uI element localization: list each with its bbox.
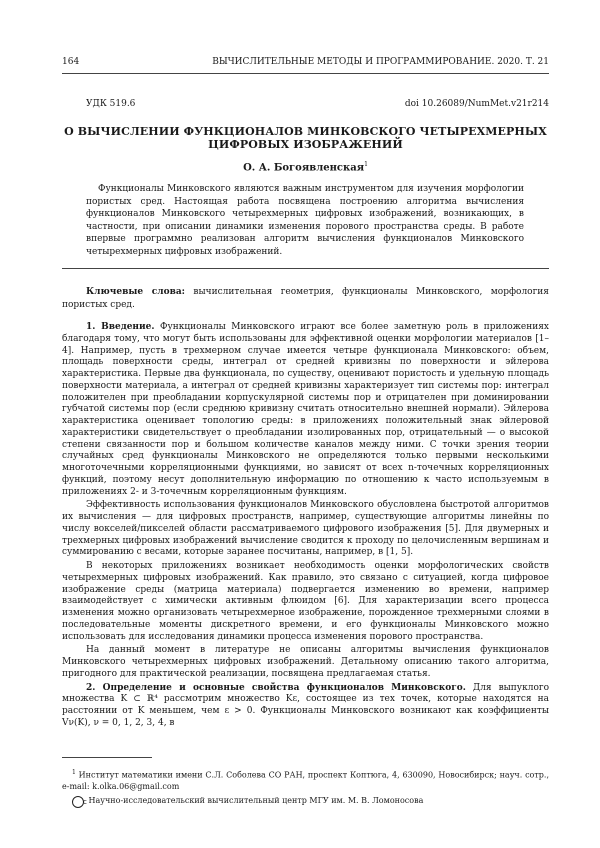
- author-name: О. А. Богоявленская: [243, 162, 365, 174]
- footnote-text: Институт математики имени С.Л. Соболева СО РАН, проспект Коптюга, 4, 630090, Новосибирск; науч. сотр., e-mail: k.olka.06@gmail.com: [62, 770, 549, 791]
- copyright-icon: c: [72, 796, 84, 808]
- abstract-divider: [62, 268, 549, 269]
- footnote-copyright: [62, 795, 549, 808]
- paragraph: В некоторых приложениях возникает необходимость оценки морфологических свойств четырехмерных цифровых изображений. Как правило, это связано с ситуацией, когда цифровое изображение среды (матрица материала) подвергается изменению во времени, например взаимодействует с химически активным флюидом [6]. Для характеризации всего процесса изменения можно организовать четырехмерное изображение, порожденное трехмерными слоями в последовательные моменты дискретного времени, и его функционалы Минковского можно использовать для исследования динамики процесса изменения порового пространства.: [62, 561, 549, 642]
- keywords-label: Ключевые слова:: [86, 287, 185, 297]
- paragraph-definitions: [62, 683, 549, 730]
- udc-code: УДК 519.6: [86, 99, 136, 109]
- author-footnote-mark: 1: [364, 161, 368, 168]
- paragraph: На данный момент в литературе не описаны алгоритмы вычисления функционалов Минковского четырехмерных цифровых изображений. Детальному описанию такого алгоритма, пригодного для практической реализации, посвящена предлагаемая статья.: [62, 645, 549, 679]
- running-header: [62, 57, 549, 74]
- abstract: Функционалы Минковского являются важным инструментом для изучения морфологии пористых сред. Настоящая работа посвящена построению алгоритма вычисления функционалов Минковского четырехмерных цифровых изображений, возникающих, в частности, при описании динамики изменения порового пространства среды. В работе впервые программно реализован алгоритм вычисления функционалов Минковского четырехмерных цифровых изображений.: [86, 184, 524, 257]
- keywords: [62, 286, 549, 311]
- author: [62, 159, 549, 174]
- page-number: 164: [62, 57, 80, 67]
- paragraph-text: Функционалы Минковского играют все более заметную роль в приложениях благодаря тому, что могут быть использованы для эффективной оценки морфологии материалов [1–4]. Например, пусть в трехмерном случае имеется четыре функционала Минковского: объем, площадь поверхности среды, интеграл от средней кривизны по поверхности и эйлерова характеристика. Первые два функционала, по существу, оценивают пористость и удельную площадь поверхности материала, а интеграл от средней кривизны характеризует тип системы пор: интеграл положителен при преобладании корпускулярной системы пор и отрицателен при доминировании губчатой системы пор (если среднюю кривизну считать относительно внешней нормали). Эйлерова характеристика оценивает топологию среды: в приложениях положительный знак эйлеровой характеристики свидетельствует о преобладании изолированных пор, отрицательный — о высокой степени связанности пор и большом количестве каналов между ними. С точки зрения теории случайных сред функционалы Минковского не определяются только первыми несколькими многоточечными корреляционными функциями, но зависят от всех n-точечных корреляционных функций, поэтому несут дополнительную информацию по отношению к часто используемым в приложениях 2- и 3-точечным корреляционным функциям.: [62, 322, 549, 497]
- journal-title: ВЫЧИСЛИТЕЛЬНЫЕ МЕТОДЫ И ПРОГРАММИРОВАНИЕ. 2020. Т. 21: [212, 57, 549, 67]
- section-heading-definitions: 2. Определение и основные свойства функционалов Минковского.: [86, 682, 466, 693]
- footnote-divider: [62, 757, 152, 758]
- keywords-text: вычислительная геометрия, функционалы Минковского, морфология пористых сред.: [62, 287, 549, 310]
- paragraph-introduction: [62, 322, 549, 498]
- paragraph-text: Для выпуклого множества K ⊂ ℝ⁴ рассмотрим множество Kε, состоящее из тех точек, которые находятся на расстоянии от K меньшем, чем ε > 0. Функционалы Минковского возникают как коэффициенты Vν(K), ν = 0, 1, 2, 3, 4, в: [62, 682, 549, 728]
- article-title: [62, 125, 549, 151]
- paragraph: Эффективность использования функционалов Минковского обусловлена быстротой алгоритмов их вычисления — для цифровых пространств, например, существующие алгоритмы линейны по числу вокселей/пикселей области рассматриваемого цифрового изображения [5]. Для двумерных и трехмерных цифровых изображений вычисление сводится к проходу по целочисленным вершинам и суммированию с весами, которые заранее посчитаны, например, в [1, 5].: [62, 500, 549, 558]
- article-body: [62, 322, 549, 732]
- section-heading-introduction: 1. Введение.: [86, 322, 155, 332]
- doi: doi 10.26089/NumMet.v21r214: [404, 99, 549, 109]
- title-line-1: О ВЫЧИСЛЕНИИ ФУНКЦИОНАЛОВ МИНКОВСКОГО ЧЕТЫРЕХМЕРНЫХ: [64, 125, 547, 138]
- copyright-text: Научно-исследовательский вычислительный центр МГУ им. М. В. Ломоносова: [88, 795, 424, 805]
- title-line-2: ЦИФРОВЫХ ИЗОБРАЖЕНИЙ: [208, 138, 403, 151]
- footnotes: [62, 767, 549, 811]
- footnote-affiliation: [62, 767, 549, 792]
- footnote-mark: 1: [72, 769, 76, 776]
- article-meta: [86, 99, 549, 110]
